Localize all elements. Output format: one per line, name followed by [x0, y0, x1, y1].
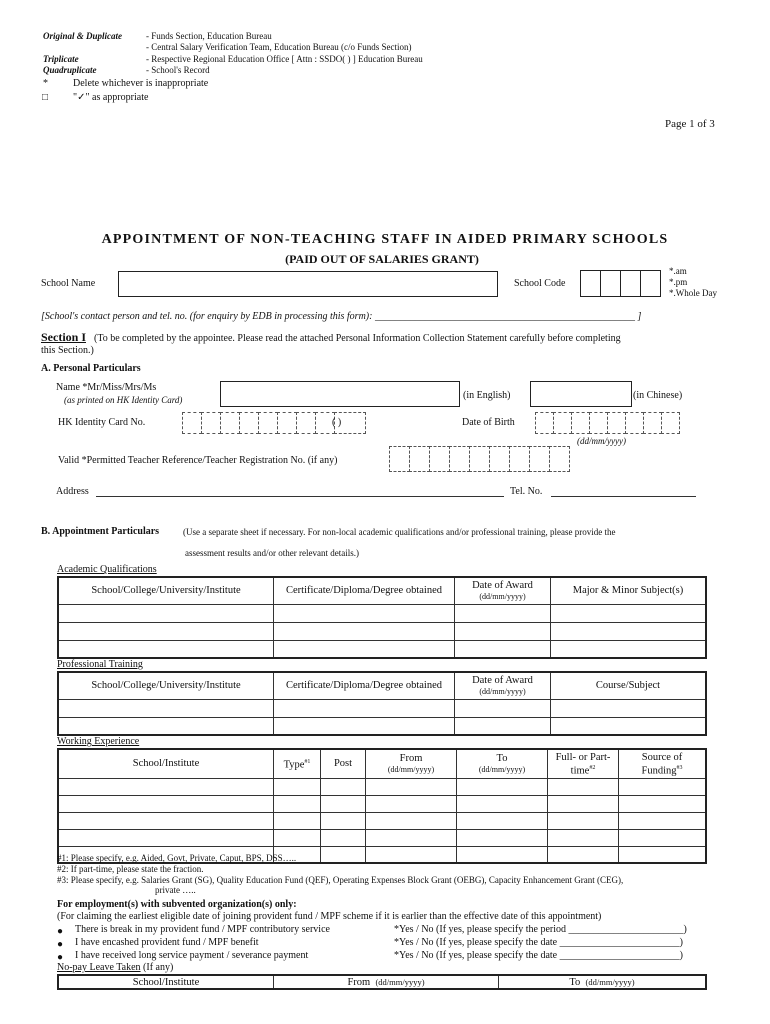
in-english-label: (in English): [463, 390, 511, 401]
table-row[interactable]: [58, 829, 706, 846]
table-cell[interactable]: [366, 795, 457, 812]
school-code-field[interactable]: [580, 270, 660, 297]
table-cell[interactable]: [274, 778, 321, 795]
table-cell[interactable]: [274, 699, 455, 717]
school-contact-line[interactable]: [School's contact person and tel. no. (for enquiry by EDB in processing this form): ____________________________________________________ ]: [41, 311, 642, 322]
dist-label-original: Original & Duplicate: [43, 31, 123, 41]
footnote-2: #2: If part-time, please state the fraction.: [57, 864, 204, 874]
employment-item-2-option[interactable]: *Yes / No (If yes, please specify the date ________________________): [394, 937, 683, 948]
table-cell[interactable]: [366, 812, 457, 829]
table-cell[interactable]: [457, 795, 548, 812]
academic-col-date: [455, 577, 551, 604]
permit-field[interactable]: [389, 446, 569, 472]
table-row[interactable]: [58, 812, 706, 829]
table-cell[interactable]: [455, 717, 551, 735]
dob-cell[interactable]: [553, 412, 572, 434]
academic-col-subject: Major & Minor Subject(s): [551, 577, 707, 604]
training-col-date-label: Date of Award: [472, 674, 533, 686]
table-cell[interactable]: [455, 699, 551, 717]
work-col-fullpart-label-2: time: [570, 765, 590, 776]
footnote-ref-2: #2: [589, 764, 596, 771]
permit-cell[interactable]: [449, 446, 470, 472]
work-col-funding-label-2: Funding: [641, 765, 677, 776]
table-cell[interactable]: [551, 604, 707, 622]
table-row[interactable]: [58, 717, 706, 735]
table-cell[interactable]: [455, 622, 551, 640]
dist-dest-funds: - Funds Section, Education Bureau: [146, 31, 272, 41]
table-cell[interactable]: [457, 829, 548, 846]
permit-cell[interactable]: [549, 446, 570, 472]
table-cell[interactable]: [321, 812, 366, 829]
table-cell[interactable]: [551, 622, 707, 640]
table-cell[interactable]: [619, 846, 707, 863]
form-title: APPOINTMENT OF NON-TEACHING STAFF IN AIDED PRIMARY SCHOOLS: [101, 232, 669, 247]
dob-cell[interactable]: [661, 412, 680, 434]
dob-cell[interactable]: [589, 412, 608, 434]
training-col-date: [455, 672, 551, 699]
table-header-row: [58, 577, 706, 604]
employment-note: (For claiming the earliest eligible date of joining provident fund / MPF scheme if it is earlier than the effective date of this appointment): [57, 911, 602, 922]
employment-item-1-option[interactable]: *Yes / No (If yes, please specify the period _______________________): [394, 924, 687, 935]
table-cell[interactable]: [274, 717, 455, 735]
footnote-3: #3: Please specify, e.g. Salaries Grant (SG), Quality Education Fund (QEF), Operating Expenses Block Grant (OEBG), Capacity Enhancement Grant (CEG),: [57, 875, 624, 885]
dob-field[interactable]: [535, 412, 679, 434]
table-cell[interactable]: [274, 812, 321, 829]
table-row[interactable]: [58, 795, 706, 812]
academic-col-date-format: (dd/mm/yyyy): [479, 591, 526, 601]
dob-cell[interactable]: [607, 412, 626, 434]
hkid-cell[interactable]: [239, 412, 259, 434]
table-cell[interactable]: [58, 795, 274, 812]
training-col-cert: Certificate/Diploma/Degree obtained: [274, 672, 455, 699]
table-cell[interactable]: [619, 795, 707, 812]
training-col-date-format: (dd/mm/yyyy): [479, 686, 526, 696]
academic-col-cert: Certificate/Diploma/Degree obtained: [274, 577, 455, 604]
table-cell[interactable]: [455, 604, 551, 622]
hkid-cell[interactable]: [201, 412, 221, 434]
work-col-to-format: (dd/mm/yyyy): [478, 764, 526, 774]
table-cell[interactable]: [58, 622, 274, 640]
table-cell[interactable]: [274, 795, 321, 812]
employment-item-3: I have received long service payment / severance payment: [75, 950, 309, 961]
session-pm[interactable]: *.pm: [669, 277, 688, 287]
hkid-cell[interactable]: [258, 412, 278, 434]
in-chinese-label: (in Chinese): [633, 390, 683, 401]
permit-label: Valid *Permitted Teacher Reference/Teacher Registration No. (if any): [58, 455, 338, 466]
hkid-cell[interactable]: [296, 412, 316, 434]
work-col-funding: [619, 749, 707, 778]
section-1-title: Section I: [41, 330, 86, 344]
nopay-col-from-label: From: [347, 976, 371, 988]
dob-format: (dd/mm/yyyy): [577, 436, 626, 446]
permit-cell[interactable]: [409, 446, 430, 472]
permit-cell[interactable]: [389, 446, 410, 472]
permit-cell[interactable]: [469, 446, 490, 472]
table-cell[interactable]: [274, 604, 455, 622]
nopay-col-school: School/Institute: [58, 975, 274, 989]
work-col-type-label: Type: [283, 759, 305, 771]
nopay-col-to-label: To: [569, 976, 581, 988]
address-label: Address: [56, 486, 89, 497]
form-subtitle: (PAID OUT OF SALARIES GRANT): [285, 252, 479, 266]
academic-col-school: School/College/University/Institute: [58, 577, 274, 604]
school-code-cell[interactable]: [620, 270, 641, 297]
table-cell[interactable]: [551, 640, 707, 658]
employment-item-1: There is break in my provident fund / MPF contributory service: [75, 924, 330, 935]
footnote-3-cont: private …..: [155, 885, 196, 895]
permit-cell[interactable]: [509, 446, 530, 472]
nopay-suffix: (If any): [143, 962, 174, 973]
hkid-cell[interactable]: [182, 412, 202, 434]
nopay-col-to: [499, 975, 707, 989]
work-col-school: School/Institute: [58, 749, 274, 778]
table-cell[interactable]: [58, 829, 274, 846]
table-cell[interactable]: [321, 829, 366, 846]
table-row[interactable]: [58, 640, 706, 658]
table-cell[interactable]: [274, 829, 321, 846]
academic-title: Academic Qualifications: [57, 564, 157, 575]
school-code-cell[interactable]: [640, 270, 661, 297]
session-am[interactable]: *.am: [669, 266, 687, 276]
permit-cell[interactable]: [529, 446, 550, 472]
footnote-ref-3: #3: [676, 764, 683, 771]
table-row[interactable]: [58, 699, 706, 717]
work-col-from: [366, 749, 457, 778]
employment-item-2: I have encashed provident fund / MPF benefit: [75, 937, 259, 948]
note-check: "✓" as appropriate: [73, 92, 149, 103]
nopay-col-to-format: (dd/mm/yyyy): [585, 976, 635, 987]
footnote-1: #1: Please specify, e.g. Aided, Govt, Private, Caput, BPS, DSS…..: [57, 853, 297, 863]
name-label: Name *Mr/Miss/Mrs/Ms: [56, 382, 157, 393]
note-delete-mark: *: [43, 78, 48, 89]
table-cell[interactable]: [619, 778, 707, 795]
appointment-note-2: assessment results and/or other relevant details.): [185, 548, 359, 558]
table-cell[interactable]: [457, 846, 548, 863]
training-table: [57, 671, 707, 736]
table-row[interactable]: [58, 778, 706, 795]
nopay-col-from-format: (dd/mm/yyyy): [375, 976, 425, 987]
school-code-cell[interactable]: [600, 270, 621, 297]
work-col-to-label: To: [496, 752, 508, 764]
nopay-col-from: [274, 975, 499, 989]
training-col-school: School/College/University/Institute: [58, 672, 274, 699]
hkid-check-digit: ( ): [332, 417, 342, 428]
note-delete: Delete whichever is inappropriate: [73, 78, 209, 89]
section-1-desc2: this Section.): [41, 345, 94, 356]
table-cell[interactable]: [548, 846, 619, 863]
work-col-from-format: (dd/mm/yyyy): [387, 764, 435, 774]
table-header-row: [58, 975, 706, 989]
nopay-title: No-pay Leave Taken: [57, 962, 141, 973]
table-cell[interactable]: [58, 604, 274, 622]
dob-label: Date of Birth: [462, 417, 515, 428]
dist-dest-school: - School's Record: [146, 65, 210, 75]
table-cell[interactable]: [457, 778, 548, 795]
employment-title: For employment(s) with subvented organization(s) only:: [57, 899, 297, 910]
table-cell[interactable]: [366, 846, 457, 863]
table-cell[interactable]: [548, 778, 619, 795]
bullet-icon: ●: [57, 939, 64, 950]
dob-cell[interactable]: [535, 412, 554, 434]
academic-col-date-label: Date of Award: [472, 579, 533, 591]
work-col-fullpart: [548, 749, 619, 778]
dist-label-quadruplicate: Quadruplicate: [43, 65, 97, 75]
table-cell[interactable]: [366, 778, 457, 795]
permit-cell[interactable]: [429, 446, 450, 472]
academic-table: [57, 576, 707, 659]
name-note: (as printed on HK Identity Card): [64, 395, 183, 405]
school-name-field[interactable]: [118, 271, 498, 297]
personal-particulars-title: A. Personal Particulars: [41, 363, 141, 374]
tel-label: Tel. No.: [510, 486, 543, 497]
table-cell[interactable]: [548, 829, 619, 846]
training-title: Professional Training: [57, 659, 143, 670]
nopay-table: [57, 974, 707, 990]
school-code-cell[interactable]: [580, 270, 601, 297]
table-cell[interactable]: [455, 640, 551, 658]
note-check-mark: □: [42, 92, 49, 103]
bullet-icon: ●: [57, 952, 64, 963]
session-whole-day[interactable]: *.Whole Day: [669, 288, 717, 298]
table-cell[interactable]: [457, 812, 548, 829]
appointment-particulars-title: B. Appointment Particulars: [41, 526, 160, 537]
table-cell[interactable]: [58, 812, 274, 829]
work-col-from-label: From: [399, 752, 423, 764]
table-cell[interactable]: [321, 795, 366, 812]
section-1-desc: (To be completed by the appointee. Please read the attached Personal Information Collection Statement carefully before completing: [94, 333, 621, 344]
school-name-label: School Name: [41, 278, 96, 289]
work-col-funding-label: Source of: [641, 751, 683, 763]
table-cell[interactable]: [619, 812, 707, 829]
table-cell[interactable]: [619, 829, 707, 846]
work-title: Working Experience: [57, 736, 140, 747]
table-cell[interactable]: [551, 717, 707, 735]
address-field[interactable]: [96, 496, 504, 497]
table-cell[interactable]: [58, 717, 274, 735]
dist-dest-csvt: - Central Salary Verification Team, Education Bureau (c/o Funds Section): [146, 42, 412, 52]
bullet-icon: ●: [57, 926, 64, 937]
school-code-label: School Code: [514, 278, 566, 289]
training-col-course: Course/Subject: [551, 672, 707, 699]
table-cell[interactable]: [321, 778, 366, 795]
page-number: Page 1 of 3: [665, 118, 715, 130]
table-cell[interactable]: [274, 640, 455, 658]
table-row[interactable]: [58, 622, 706, 640]
work-col-post: Post: [321, 749, 366, 778]
table-cell[interactable]: [548, 812, 619, 829]
name-chinese-field[interactable]: [530, 381, 632, 407]
permit-cell[interactable]: [489, 446, 510, 472]
hkid-cell[interactable]: [277, 412, 297, 434]
table-cell[interactable]: [548, 795, 619, 812]
table-header-row: [58, 749, 706, 778]
tel-field[interactable]: [551, 496, 696, 497]
dist-label-triplicate: Triplicate: [43, 54, 79, 64]
table-header-row: [58, 672, 706, 699]
table-cell[interactable]: [274, 622, 455, 640]
work-col-type: [274, 749, 321, 778]
footnote-ref-1: #1: [304, 759, 311, 765]
work-col-to: [457, 749, 548, 778]
employment-item-3-option[interactable]: *Yes / No (If yes, please specify the date ________________________): [394, 950, 683, 961]
table-cell[interactable]: [551, 699, 707, 717]
nopay-heading: [57, 962, 173, 973]
hkid-cell[interactable]: [220, 412, 240, 434]
appointment-note: (Use a separate sheet if necessary. For non-local academic qualifications and/or professional training, please provide the: [183, 527, 616, 537]
dist-dest-reo: - Respective Regional Education Office [ Attn : SSDO( ) ] Education Bureau: [146, 54, 423, 64]
table-cell[interactable]: [321, 846, 366, 863]
work-table: [57, 748, 707, 864]
work-col-fullpart-label: Full- or Part-: [555, 751, 611, 763]
table-cell[interactable]: [58, 778, 274, 795]
table-cell[interactable]: [58, 699, 274, 717]
name-english-field[interactable]: [220, 381, 460, 407]
dob-cell[interactable]: [643, 412, 662, 434]
table-cell[interactable]: [366, 829, 457, 846]
table-cell[interactable]: [58, 640, 274, 658]
dob-cell[interactable]: [571, 412, 590, 434]
hkid-label: HK Identity Card No.: [58, 417, 146, 428]
table-row[interactable]: [58, 604, 706, 622]
dob-cell[interactable]: [625, 412, 644, 434]
